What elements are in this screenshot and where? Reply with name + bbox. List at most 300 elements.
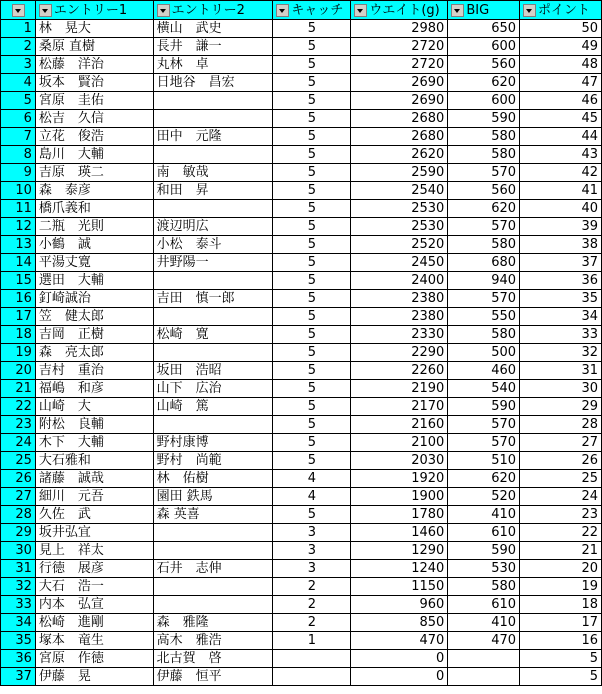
points-cell[interactable]: 24 <box>520 488 602 506</box>
entry1-cell[interactable]: 坂本 賢治 <box>35 74 153 92</box>
big-cell[interactable]: 610 <box>448 524 520 542</box>
entry2-cell[interactable]: 森 雅隆 <box>153 614 273 632</box>
table-row <box>1 236 602 254</box>
entry1-cell[interactable]: 吉原 瑛二 <box>35 164 153 182</box>
catch-cell[interactable]: 5 <box>273 38 351 56</box>
rank-cell[interactable]: 32 <box>1 578 36 596</box>
entry2-cell[interactable]: 和田 昇 <box>153 182 273 200</box>
entry1-cell[interactable]: 細川 元吾 <box>35 488 153 506</box>
weight-cell[interactable]: 2450 <box>351 254 448 272</box>
catch-cell[interactable]: 5 <box>273 326 351 344</box>
table-row <box>1 74 602 92</box>
catch-cell[interactable]: 5 <box>273 434 351 452</box>
points-cell[interactable]: 40 <box>520 200 602 218</box>
entry2-cell[interactable] <box>153 344 273 362</box>
rank-cell[interactable]: 26 <box>1 470 36 488</box>
header-big[interactable] <box>448 1 520 20</box>
rank-cell[interactable]: 21 <box>1 380 36 398</box>
rank-cell[interactable]: 24 <box>1 434 36 452</box>
table-row <box>1 632 602 650</box>
points-cell[interactable]: 50 <box>520 20 602 38</box>
catch-cell[interactable]: 5 <box>273 200 351 218</box>
entry1-cell[interactable]: 内本 弘宣 <box>35 596 153 614</box>
entry2-cell[interactable]: 長井 謙一 <box>153 38 273 56</box>
catch-cell[interactable]: 5 <box>273 452 351 470</box>
catch-cell[interactable]: 3 <box>273 542 351 560</box>
points-cell[interactable]: 18 <box>520 596 602 614</box>
entry2-cell[interactable] <box>153 110 273 128</box>
catch-cell[interactable]: 5 <box>273 344 351 362</box>
entry1-cell[interactable]: 選田 大輔 <box>35 272 153 290</box>
entry2-cell[interactable]: 北古賀 啓 <box>153 650 273 668</box>
table-row <box>1 182 602 200</box>
table-row <box>1 326 602 344</box>
points-cell[interactable]: 16 <box>520 632 602 650</box>
entry2-cell[interactable]: 林 佑樹 <box>153 470 273 488</box>
weight-cell[interactable]: 0 <box>351 650 448 668</box>
rank-cell[interactable]: 23 <box>1 416 36 434</box>
big-cell[interactable]: 580 <box>448 236 520 254</box>
table-row <box>1 290 602 308</box>
rank-cell[interactable]: 3 <box>1 56 36 74</box>
filter-dropdown-icon[interactable] <box>451 4 464 17</box>
weight-cell[interactable]: 1900 <box>351 488 448 506</box>
entry1-cell[interactable]: 島川 大輔 <box>35 146 153 164</box>
catch-cell[interactable]: 5 <box>273 92 351 110</box>
entry2-cell[interactable] <box>153 524 273 542</box>
filter-dropdown-icon[interactable] <box>12 4 25 17</box>
weight-cell[interactable]: 2690 <box>351 74 448 92</box>
weight-cell[interactable]: 470 <box>351 632 448 650</box>
entry2-cell[interactable]: 伊藤 恒平 <box>153 668 273 686</box>
catch-cell[interactable]: 1 <box>273 632 351 650</box>
rank-cell[interactable]: 30 <box>1 542 36 560</box>
catch-cell[interactable]: 2 <box>273 614 351 632</box>
points-cell[interactable]: 25 <box>520 470 602 488</box>
table-row <box>1 380 602 398</box>
catch-cell[interactable]: 5 <box>273 20 351 38</box>
rank-cell[interactable]: 8 <box>1 146 36 164</box>
entry1-cell[interactable]: 宮原 作徳 <box>35 650 153 668</box>
rank-cell[interactable]: 14 <box>1 254 36 272</box>
entry1-cell[interactable]: 立花 俊浩 <box>35 128 153 146</box>
big-cell[interactable]: 510 <box>448 452 520 470</box>
entry2-cell[interactable]: 石井 志伸 <box>153 560 273 578</box>
catch-cell[interactable]: 5 <box>273 308 351 326</box>
entry1-cell[interactable]: 吉岡 正樹 <box>35 326 153 344</box>
big-cell[interactable]: 570 <box>448 290 520 308</box>
big-cell[interactable]: 560 <box>448 56 520 74</box>
entry2-cell[interactable] <box>153 92 273 110</box>
entry1-cell[interactable]: 大石 浩一 <box>35 578 153 596</box>
points-cell[interactable]: 22 <box>520 524 602 542</box>
entry1-cell[interactable]: 平湯丈寛 <box>35 254 153 272</box>
big-cell[interactable]: 560 <box>448 182 520 200</box>
filter-dropdown-icon[interactable] <box>39 4 52 17</box>
big-cell[interactable]: 590 <box>448 398 520 416</box>
weight-cell[interactable]: 960 <box>351 596 448 614</box>
entry1-cell[interactable]: 松吉 久信 <box>35 110 153 128</box>
entry1-cell[interactable]: 大石雅和 <box>35 452 153 470</box>
entry2-cell[interactable]: 南 敏哉 <box>153 164 273 182</box>
weight-cell[interactable]: 850 <box>351 614 448 632</box>
weight-cell[interactable]: 2400 <box>351 272 448 290</box>
catch-cell[interactable]: 5 <box>273 506 351 524</box>
entry2-cell[interactable]: 坂田 浩昭 <box>153 362 273 380</box>
header-weight[interactable] <box>351 1 448 20</box>
rank-cell[interactable]: 29 <box>1 524 36 542</box>
table-row <box>1 92 602 110</box>
entry1-cell[interactable]: 吉村 重治 <box>35 362 153 380</box>
entry2-cell[interactable]: 井野陽一 <box>153 254 273 272</box>
catch-cell[interactable]: 5 <box>273 164 351 182</box>
catch-cell[interactable]: 5 <box>273 254 351 272</box>
big-cell[interactable]: 570 <box>448 434 520 452</box>
points-cell[interactable]: 34 <box>520 308 602 326</box>
header-points[interactable] <box>520 1 602 20</box>
catch-cell[interactable]: 5 <box>273 236 351 254</box>
points-cell[interactable]: 46 <box>520 92 602 110</box>
weight-cell[interactable]: 2530 <box>351 200 448 218</box>
weight-cell[interactable]: 2680 <box>351 128 448 146</box>
points-cell[interactable]: 5 <box>520 668 602 686</box>
points-cell[interactable]: 47 <box>520 74 602 92</box>
big-cell[interactable]: 410 <box>448 614 520 632</box>
header-label: キャッチ <box>291 2 344 18</box>
catch-cell[interactable]: 3 <box>273 524 351 542</box>
entry2-cell[interactable] <box>153 578 273 596</box>
entry2-cell[interactable] <box>153 596 273 614</box>
points-cell[interactable]: 39 <box>520 218 602 236</box>
points-cell[interactable]: 20 <box>520 560 602 578</box>
entry1-cell[interactable]: 諸藤 誠哉 <box>35 470 153 488</box>
catch-cell[interactable]: 5 <box>273 74 351 92</box>
entry2-cell[interactable]: 山崎 篤 <box>153 398 273 416</box>
filter-dropdown-icon[interactable] <box>523 4 536 17</box>
catch-cell[interactable]: 4 <box>273 470 351 488</box>
table-row <box>1 344 602 362</box>
rank-cell[interactable]: 11 <box>1 200 36 218</box>
points-cell[interactable]: 5 <box>520 650 602 668</box>
table-row <box>1 614 602 632</box>
points-cell[interactable]: 23 <box>520 506 602 524</box>
points-cell[interactable]: 28 <box>520 416 602 434</box>
entry2-cell[interactable]: 小松 泰斗 <box>153 236 273 254</box>
header-catch[interactable] <box>273 1 351 20</box>
rank-cell[interactable]: 5 <box>1 92 36 110</box>
points-cell[interactable]: 43 <box>520 146 602 164</box>
big-cell[interactable]: 470 <box>448 632 520 650</box>
points-cell[interactable]: 29 <box>520 398 602 416</box>
points-cell[interactable]: 31 <box>520 362 602 380</box>
entry1-cell[interactable]: 坂井弘宜 <box>35 524 153 542</box>
points-cell[interactable]: 44 <box>520 128 602 146</box>
points-cell[interactable]: 19 <box>520 578 602 596</box>
catch-cell[interactable]: 5 <box>273 110 351 128</box>
big-cell[interactable]: 520 <box>448 488 520 506</box>
weight-cell[interactable]: 2530 <box>351 218 448 236</box>
weight-cell[interactable]: 2030 <box>351 452 448 470</box>
table-row <box>1 362 602 380</box>
entry1-cell[interactable]: 伊藤 晃 <box>35 668 153 686</box>
entry1-cell[interactable]: 山崎 大 <box>35 398 153 416</box>
entry2-cell[interactable] <box>153 200 273 218</box>
points-cell[interactable]: 42 <box>520 164 602 182</box>
weight-cell[interactable]: 2590 <box>351 164 448 182</box>
weight-cell[interactable]: 2290 <box>351 344 448 362</box>
points-cell[interactable]: 36 <box>520 272 602 290</box>
catch-cell[interactable]: 5 <box>273 398 351 416</box>
weight-cell[interactable]: 2720 <box>351 38 448 56</box>
rank-cell[interactable]: 20 <box>1 362 36 380</box>
weight-cell[interactable]: 1460 <box>351 524 448 542</box>
entry1-cell[interactable]: 久佐 武 <box>35 506 153 524</box>
big-cell[interactable]: 610 <box>448 596 520 614</box>
header-entry1[interactable] <box>35 1 153 20</box>
points-cell[interactable]: 17 <box>520 614 602 632</box>
entry1-cell[interactable]: 福嶋 和彦 <box>35 380 153 398</box>
big-cell[interactable]: 570 <box>448 218 520 236</box>
catch-cell[interactable]: 5 <box>273 146 351 164</box>
points-cell[interactable]: 49 <box>520 38 602 56</box>
big-cell[interactable]: 550 <box>448 308 520 326</box>
points-cell[interactable]: 30 <box>520 380 602 398</box>
table-row <box>1 668 602 686</box>
catch-cell[interactable]: 5 <box>273 290 351 308</box>
entry2-cell[interactable]: 吉田 慎一郎 <box>153 290 273 308</box>
weight-cell[interactable]: 2190 <box>351 380 448 398</box>
rank-cell[interactable]: 18 <box>1 326 36 344</box>
points-cell[interactable]: 37 <box>520 254 602 272</box>
entry2-cell[interactable]: 園田 鉄馬 <box>153 488 273 506</box>
big-cell[interactable]: 600 <box>448 92 520 110</box>
big-cell[interactable]: 650 <box>448 20 520 38</box>
big-cell[interactable]: 680 <box>448 254 520 272</box>
rank-cell[interactable]: 27 <box>1 488 36 506</box>
entry2-cell[interactable]: 山下 広治 <box>153 380 273 398</box>
table-row <box>1 146 602 164</box>
filter-dropdown-icon[interactable] <box>354 4 367 17</box>
points-cell[interactable]: 41 <box>520 182 602 200</box>
entry2-cell[interactable]: 野村康博 <box>153 434 273 452</box>
entry1-cell[interactable]: 行徳 展彦 <box>35 560 153 578</box>
weight-cell[interactable]: 1150 <box>351 578 448 596</box>
catch-cell[interactable]: 5 <box>273 218 351 236</box>
points-cell[interactable]: 38 <box>520 236 602 254</box>
entry2-cell[interactable]: 日地谷 昌宏 <box>153 74 273 92</box>
catch-cell[interactable]: 4 <box>273 488 351 506</box>
points-cell[interactable]: 27 <box>520 434 602 452</box>
rank-cell[interactable]: 34 <box>1 614 36 632</box>
big-cell[interactable]: 620 <box>448 200 520 218</box>
rank-cell[interactable]: 37 <box>1 668 36 686</box>
points-cell[interactable]: 35 <box>520 290 602 308</box>
header-label: エントリー1 <box>53 2 128 18</box>
rank-cell[interactable]: 15 <box>1 272 36 290</box>
header-label: ポイント <box>538 2 591 18</box>
weight-cell[interactable]: 1290 <box>351 542 448 560</box>
big-cell[interactable]: 940 <box>448 272 520 290</box>
weight-cell[interactable]: 2160 <box>351 416 448 434</box>
weight-cell[interactable]: 1780 <box>351 506 448 524</box>
entry2-cell[interactable]: 田中 元隆 <box>153 128 273 146</box>
entry2-cell[interactable]: 横山 武史 <box>153 20 273 38</box>
weight-cell[interactable]: 1920 <box>351 470 448 488</box>
catch-cell[interactable]: 5 <box>273 272 351 290</box>
entry2-cell[interactable]: 野村 尚範 <box>153 452 273 470</box>
points-cell[interactable]: 26 <box>520 452 602 470</box>
rank-cell[interactable]: 28 <box>1 506 36 524</box>
entry2-cell[interactable] <box>153 416 273 434</box>
filter-dropdown-icon[interactable] <box>276 4 289 17</box>
big-cell[interactable]: 580 <box>448 146 520 164</box>
entry1-cell[interactable]: 橋爪義和 <box>35 200 153 218</box>
weight-cell[interactable]: 2520 <box>351 236 448 254</box>
catch-cell[interactable]: 2 <box>273 596 351 614</box>
header-label: エントリー2 <box>171 2 245 18</box>
weight-cell[interactable]: 2260 <box>351 362 448 380</box>
entry1-cell[interactable]: 塚本 竜生 <box>35 632 153 650</box>
table-row <box>1 128 602 146</box>
catch-cell[interactable] <box>273 668 351 686</box>
big-cell[interactable]: 410 <box>448 506 520 524</box>
rank-cell[interactable]: 31 <box>1 560 36 578</box>
catch-cell[interactable]: 5 <box>273 380 351 398</box>
weight-cell[interactable]: 2170 <box>351 398 448 416</box>
weight-cell[interactable]: 2330 <box>351 326 448 344</box>
points-cell[interactable]: 32 <box>520 344 602 362</box>
weight-cell[interactable]: 2620 <box>351 146 448 164</box>
big-cell[interactable]: 580 <box>448 128 520 146</box>
table-row <box>1 164 602 182</box>
catch-cell[interactable]: 2 <box>273 578 351 596</box>
entry1-cell[interactable]: 森 亮太郎 <box>35 344 153 362</box>
entry1-cell[interactable]: 森 泰彦 <box>35 182 153 200</box>
rank-cell[interactable]: 13 <box>1 236 36 254</box>
points-cell[interactable]: 33 <box>520 326 602 344</box>
catch-cell[interactable]: 5 <box>273 128 351 146</box>
entry1-cell[interactable]: 木下 大輔 <box>35 434 153 452</box>
table-row <box>1 650 602 668</box>
weight-cell[interactable]: 2980 <box>351 20 448 38</box>
entry1-cell[interactable]: 二瓶 光則 <box>35 218 153 236</box>
table-row <box>1 434 602 452</box>
table-row <box>1 38 602 56</box>
catch-cell[interactable]: 5 <box>273 362 351 380</box>
rank-cell[interactable]: 22 <box>1 398 36 416</box>
weight-cell[interactable]: 2720 <box>351 56 448 74</box>
table-row <box>1 416 602 434</box>
entry2-cell[interactable] <box>153 308 273 326</box>
points-cell[interactable]: 21 <box>520 542 602 560</box>
big-cell[interactable]: 570 <box>448 164 520 182</box>
entry1-cell[interactable]: 笠 健太郎 <box>35 308 153 326</box>
rank-cell[interactable]: 19 <box>1 344 36 362</box>
big-cell[interactable]: 580 <box>448 578 520 596</box>
rank-cell[interactable]: 7 <box>1 128 36 146</box>
rank-cell[interactable]: 2 <box>1 38 36 56</box>
entry1-cell[interactable]: 附松 良輔 <box>35 416 153 434</box>
entry2-cell[interactable] <box>153 542 273 560</box>
entry2-cell[interactable]: 高木 雅浩 <box>153 632 273 650</box>
weight-cell[interactable]: 2680 <box>351 110 448 128</box>
weight-cell[interactable]: 2690 <box>351 92 448 110</box>
catch-cell[interactable]: 5 <box>273 416 351 434</box>
rank-cell[interactable]: 12 <box>1 218 36 236</box>
entry1-cell[interactable]: 林 晃大 <box>35 20 153 38</box>
rank-cell[interactable]: 6 <box>1 110 36 128</box>
big-cell[interactable] <box>448 650 520 668</box>
points-cell[interactable]: 48 <box>520 56 602 74</box>
table-row <box>1 452 602 470</box>
weight-cell[interactable]: 0 <box>351 668 448 686</box>
table-row <box>1 578 602 596</box>
entry2-cell[interactable]: 渡辺明広 <box>153 218 273 236</box>
big-cell[interactable]: 460 <box>448 362 520 380</box>
entry2-cell[interactable] <box>153 272 273 290</box>
header-entry2[interactable] <box>153 1 273 20</box>
weight-cell[interactable]: 1240 <box>351 560 448 578</box>
big-cell[interactable]: 620 <box>448 470 520 488</box>
rank-cell[interactable]: 33 <box>1 596 36 614</box>
big-cell[interactable]: 620 <box>448 74 520 92</box>
big-cell[interactable]: 540 <box>448 380 520 398</box>
table-row <box>1 308 602 326</box>
entry1-cell[interactable]: 釘崎誠治 <box>35 290 153 308</box>
entry2-cell[interactable]: 森 英喜 <box>153 506 273 524</box>
entry1-cell[interactable]: 見上 祥太 <box>35 542 153 560</box>
big-cell[interactable]: 580 <box>448 326 520 344</box>
big-cell[interactable]: 600 <box>448 38 520 56</box>
header-index[interactable] <box>1 1 36 20</box>
entry1-cell[interactable]: 松崎 進剛 <box>35 614 153 632</box>
rank-cell[interactable]: 1 <box>1 20 36 38</box>
points-cell[interactable]: 45 <box>520 110 602 128</box>
entry1-cell[interactable]: 小鶴 誠 <box>35 236 153 254</box>
rank-cell[interactable]: 16 <box>1 290 36 308</box>
weight-cell[interactable]: 2540 <box>351 182 448 200</box>
entry1-cell[interactable]: 松藤 洋治 <box>35 56 153 74</box>
big-cell[interactable] <box>448 668 520 686</box>
weight-cell[interactable]: 2380 <box>351 308 448 326</box>
big-cell[interactable]: 500 <box>448 344 520 362</box>
rank-cell[interactable]: 35 <box>1 632 36 650</box>
entry2-cell[interactable]: 松崎 寛 <box>153 326 273 344</box>
rank-cell[interactable]: 17 <box>1 308 36 326</box>
rank-cell[interactable]: 4 <box>1 74 36 92</box>
catch-cell[interactable]: 5 <box>273 56 351 74</box>
big-cell[interactable]: 590 <box>448 542 520 560</box>
entry2-cell[interactable]: 丸林 卓 <box>153 56 273 74</box>
weight-cell[interactable]: 2100 <box>351 434 448 452</box>
catch-cell[interactable] <box>273 650 351 668</box>
entry1-cell[interactable]: 桑原 直樹 <box>35 38 153 56</box>
table-row <box>1 200 602 218</box>
entry2-cell[interactable] <box>153 146 273 164</box>
weight-cell[interactable]: 2380 <box>351 290 448 308</box>
big-cell[interactable]: 570 <box>448 416 520 434</box>
filter-dropdown-icon[interactable] <box>157 4 170 17</box>
catch-cell[interactable]: 3 <box>273 560 351 578</box>
rank-cell[interactable]: 10 <box>1 182 36 200</box>
rank-cell[interactable]: 9 <box>1 164 36 182</box>
big-cell[interactable]: 530 <box>448 560 520 578</box>
big-cell[interactable]: 590 <box>448 110 520 128</box>
rank-cell[interactable]: 25 <box>1 452 36 470</box>
catch-cell[interactable]: 5 <box>273 182 351 200</box>
rank-cell[interactable]: 36 <box>1 650 36 668</box>
entry1-cell[interactable]: 宮原 圭佑 <box>35 92 153 110</box>
